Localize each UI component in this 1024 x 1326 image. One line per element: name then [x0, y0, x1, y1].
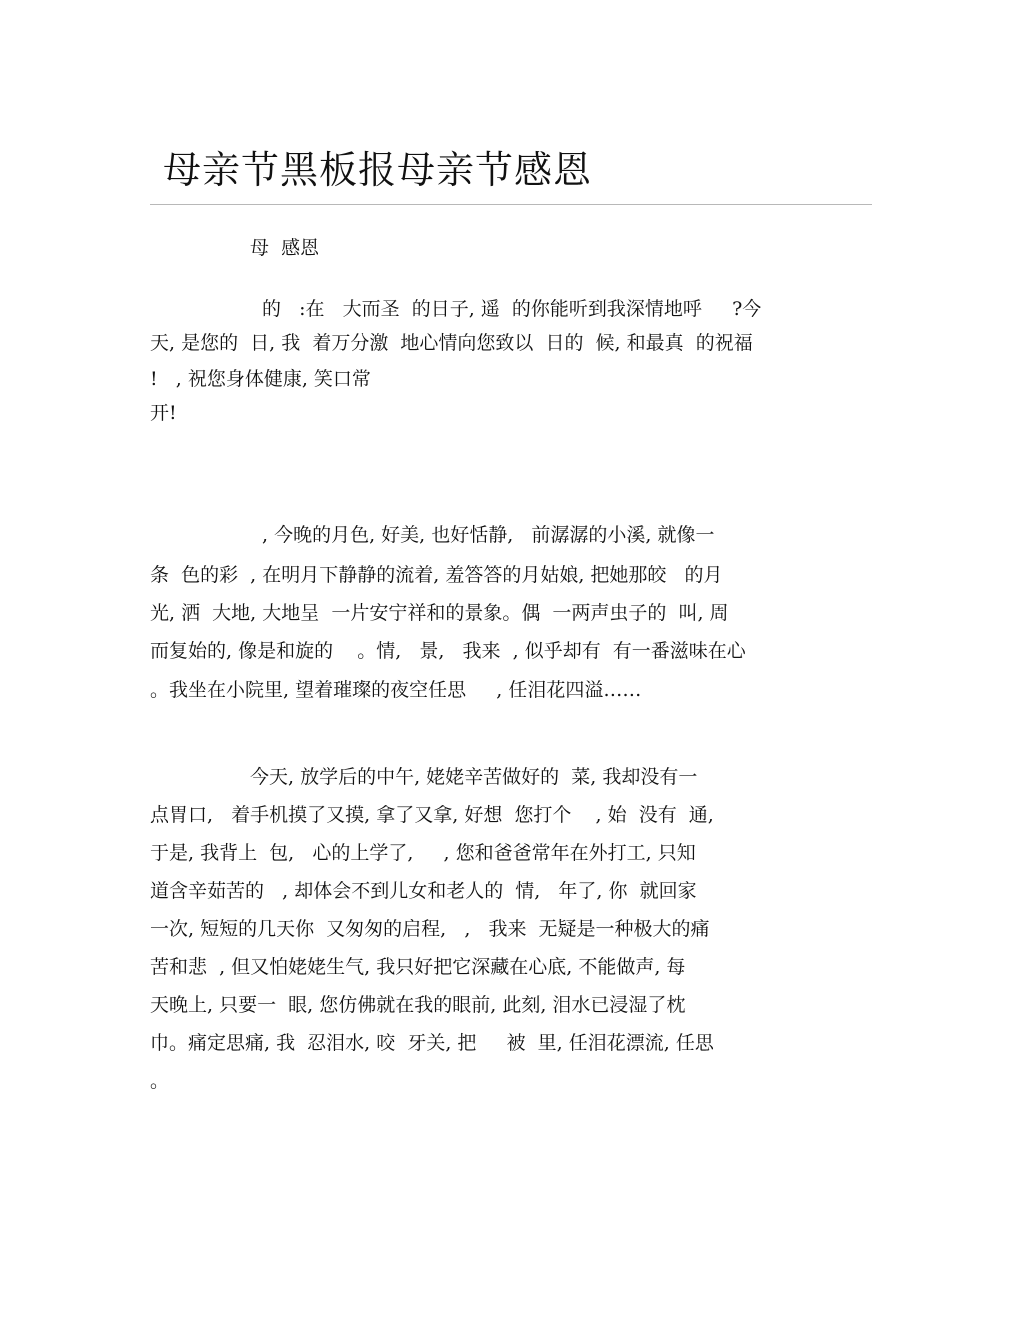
paragraph-line: 一次, 短短的几天你 又匆匆的启程, , 我来 无疑是一种极大的痛	[150, 918, 710, 940]
paragraph-line: 苦和悲 , 但又怕姥姥生气, 我只好把它深藏在心底, 不能做声, 每	[150, 956, 686, 978]
paragraph-line: 。	[150, 1070, 170, 1092]
paragraph-line: 。我坐在小院里, 望着璀璨的夜空任思 , 任泪花四溢……	[150, 679, 642, 701]
title-divider	[150, 204, 872, 205]
paragraph-line: 而复始的, 像是和旋的 。情, 景, 我来 , 似乎却有 有一番滋味在心	[150, 640, 746, 662]
document-subtitle: 母 感恩	[250, 237, 320, 259]
paragraph-line: 天, 是您的 日, 我 着万分激 地心情向您致以 日的 候, 和最真 的祝福	[150, 332, 753, 354]
paragraph-line: 条 色的彩 , 在明月下静静的流着, 羞答答的月姑娘, 把她那皎 的月	[150, 564, 723, 586]
paragraph-line: ! , 祝您身体健康, 笑口常	[150, 368, 371, 390]
paragraph-line: 开!	[150, 402, 177, 424]
paragraph-line: 点胃口, 着手机摸了又摸, 拿了又拿, 好想 您打个 , 始 没有 通,	[150, 804, 714, 826]
document-title: 母亲节黑板报母亲节感恩	[163, 148, 593, 192]
paragraph-line: 光, 洒 大地, 大地呈 一片安宁祥和的景象。偶 一两声虫子的 叫, 周	[150, 602, 729, 624]
paragraph-line: 天晚上, 只要一 眼, 您仿佛就在我的眼前, 此刻, 泪水已浸湿了枕	[150, 994, 686, 1016]
paragraph-line: 的 :在 大而圣 的日子, 遥 的你能听到我深情地呼 ?今	[262, 298, 762, 320]
paragraph-line: 道含辛茹苦的 , 却体会不到儿女和老人的 情, 年了, 你 就回家	[150, 880, 697, 902]
paragraph-line: 巾。痛定思痛, 我 忍泪水, 咬 牙关, 把 被 里, 任泪花漂流, 任思	[150, 1032, 714, 1054]
paragraph-line: , 今晚的月色, 好美, 也好恬静, 前潺潺的小溪, 就像一	[262, 524, 715, 546]
paragraph-line: 于是, 我背上 包, 心的上学了, , 您和爸爸常年在外打工, 只知	[150, 842, 696, 864]
paragraph-line: 今天, 放学后的中午, 姥姥辛苦做好的 菜, 我却没有一	[250, 766, 698, 788]
